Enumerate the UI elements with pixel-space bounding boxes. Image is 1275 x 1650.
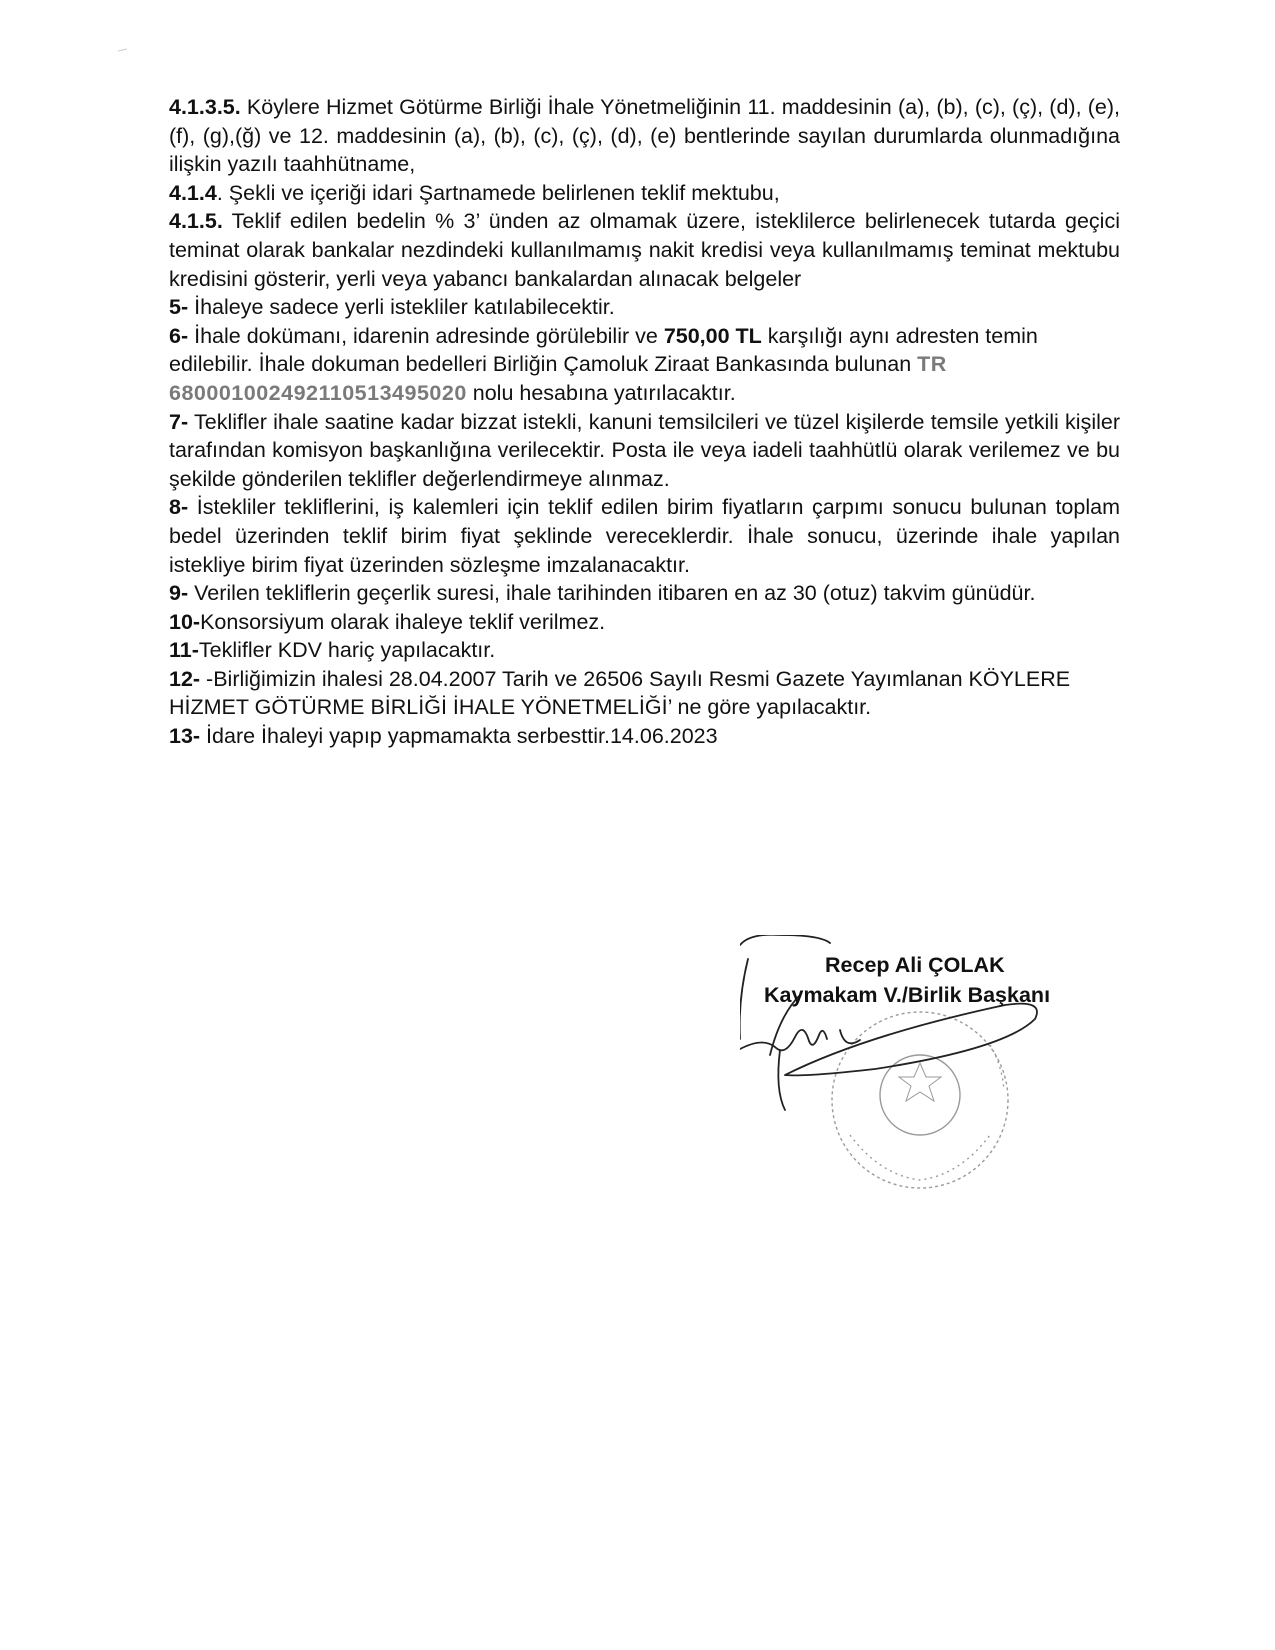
signatory-name: Recep Ali ÇOLAK [825,953,1005,977]
clause-text: Teklif edilen bedelin % 3’ ünden az olmamak üzere, isteklilerce belirlenecek tutarda geçici teminat olarak bankalar nezdindeki kullanılmamış nakit kredisi veya kullanılmamış teminat mektubu kredisini gösterir, yerli veya yabancı bankalardan alınacak belgeler [169,209,1120,291]
clause-8 [169,493,1120,579]
clause-text: Konsorsiyum olarak ihaleye teklif verilmez. [200,609,606,634]
scan-speck [118,48,128,52]
clause-text: -Birliğimizin ihalesi 28.04.2007 Tarih ve 26506 Sayılı Resmi Gazete Yayımlanan KÖYLERE HİZMET GÖTÜRME BİRLİĞİ İHALE YÖNETMELİĞİ’ ne göre yapılacaktır. [169,666,1071,720]
clause-4-1-5 [169,207,1120,293]
clause-13 [169,722,1120,751]
clause-number: 13- [169,724,201,749]
clause-text: Teklifler ihale saatine kadar bizzat istekli, kanuni temsilcileri ve tüzel kişilerde temsile yetkili kişiler tarafından komisyon başkanlığına verilecektir. Posta ile veya iadeli taahhütlü olarak verilemez ve bu şekilde gönderilen teklifler değerlendirmeye alınmaz. [169,409,1120,491]
clause-10 [169,608,1120,637]
clause-text: Köylere Hizmet Götürme Birliği İhale Yönetmeliğinin 11. maddesinin (a), (b), (c), (ç), (d), (e), (f), (g),(ğ) ve 12. maddesinin (a), (b), (c), (ç), (d), (e) bentlerinde sayılan durumlarda olunmadığına ilişkin yazılı taahhütname, [169,95,1120,177]
clause-text: İhale dokümanı, idarenin adresinde görülebilir ve [188,323,664,348]
tender-conditions [169,93,1120,751]
official-seal-icon [832,1012,1008,1188]
clause-number: 9- [169,581,189,606]
document-fee-amount: 750,00 TL [663,323,762,348]
clause-text: Verilen tekliflerin geçerlik suresi, ihale tarihinden itibaren en az 30 (otuz) takvim günüdür. [188,581,1036,606]
clause-number: 7- [169,409,189,434]
clause-9 [169,579,1120,608]
clause-text: karşılığı aynı adresten temin edilebilir. İhale dokuman bedelleri Birliğin Çamoluk Ziraat Bankasında bulunan [169,323,1038,377]
clause-text: İhaleye sadece yerli istekliler katılabilecektir. [188,295,615,320]
bank-iban: TR 680001002492110513495020 [169,352,947,405]
clause-11 [169,636,1120,665]
clause-number: 4.1.4 [169,180,217,205]
clause-text: İdare İhaleyi yapıp yapmamakta serbesttir.14.06.2023 [200,724,718,749]
clause-text: nolu hesabına yatırılacaktır. [466,380,736,405]
clause-7 [169,408,1120,494]
clause-12 [169,665,1120,722]
clause-number: 4.1.5. [169,209,223,234]
clause-5 [169,293,1120,322]
clause-6 [169,322,1120,408]
clause-number: 12- [169,666,201,691]
clause-number: 10- [169,609,201,634]
clause-number: 8- [169,495,189,520]
clause-text: . Şekli ve içeriği idari Şartnamede belirlenen teklif mektubu, [216,180,780,205]
clause-number: 5- [169,295,189,320]
clause-4-1-3-5 [169,93,1120,179]
clause-4-1-4 [169,179,1120,208]
clause-text: İstekliler tekliflerini, iş kalemleri için teklif edilen birim fiyatların çarpımı sonucu bulunan toplam bedel üzerinden teklif birim fiyat şeklinde vereceklerdir. İhale sonucu, üzerinde ihale yapılan istekliye birim fiyat üzerinden sözleşme imzalanacaktır. [169,495,1120,577]
signatory-title: Kaymakam V./Birlik Başkanı [764,983,1051,1007]
clause-number: 11- [169,638,199,663]
clause-number: 4.1.3.5. [169,95,241,119]
clause-text: Teklifler KDV hariç yapılacaktır. [198,638,496,663]
clause-number: 6- [169,323,189,348]
